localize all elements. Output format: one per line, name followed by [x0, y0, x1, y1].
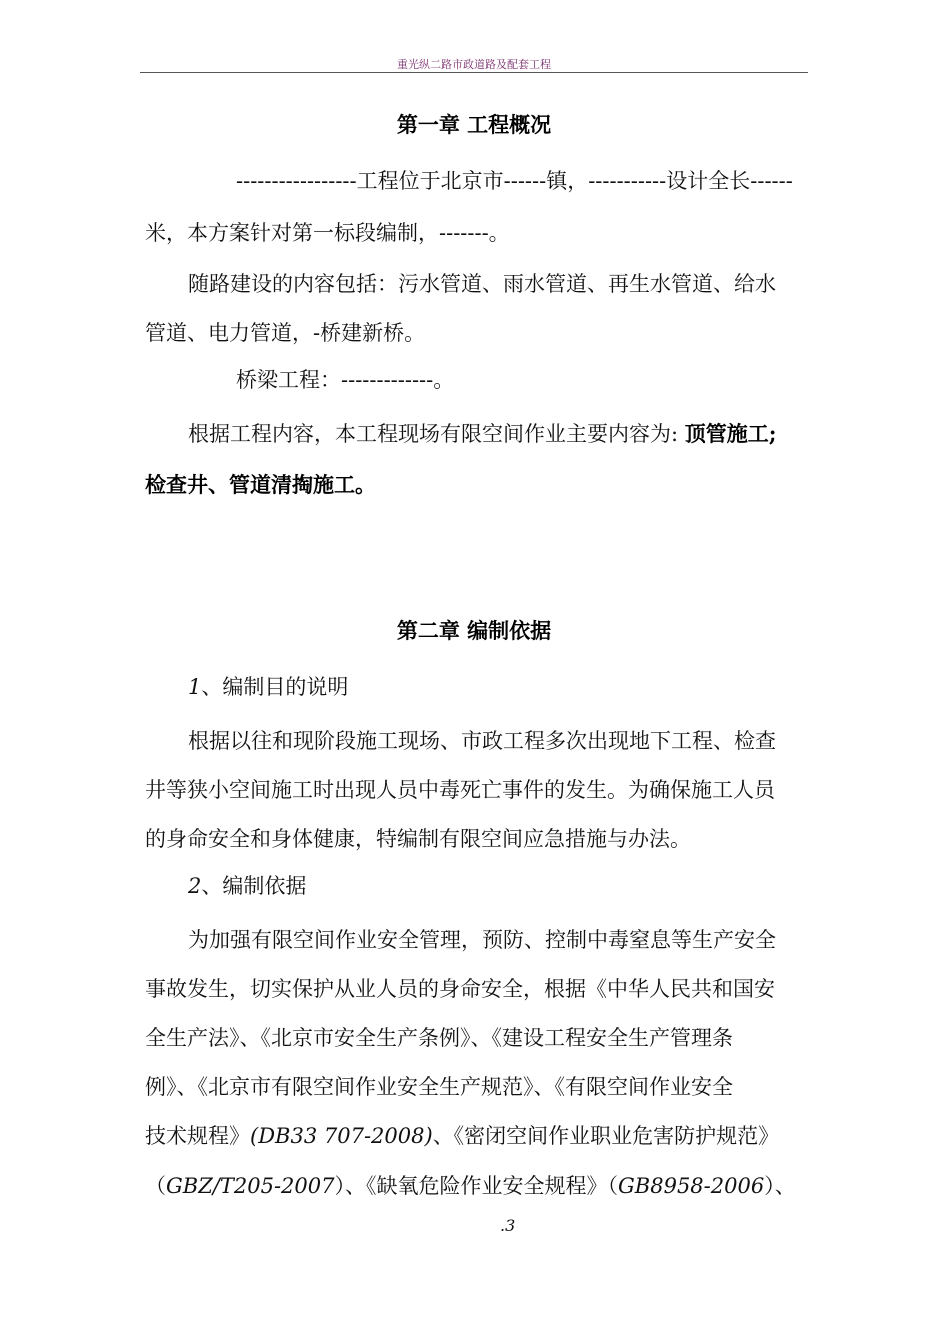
- section-label: 、编制依据: [201, 874, 307, 898]
- paragraph-line: 桥梁工程：-------------。: [236, 368, 455, 392]
- running-header: 重光纵二路市政道路及配套工程: [397, 58, 551, 71]
- paragraph-line: 根据以往和现阶段施工现场、市政工程多次出现地下工程、检查: [188, 729, 776, 753]
- page-number: .3: [500, 1216, 516, 1235]
- text-fragment: （: [145, 1174, 166, 1198]
- section-label: 、编制目的说明: [201, 675, 349, 699]
- text-fragment: 技术规程》: [145, 1124, 250, 1148]
- standard-code: (DB33 707-2008): [250, 1124, 433, 1148]
- scope-bold-item: 顶管施工;: [684, 421, 777, 446]
- standard-code: GB8958-2006: [618, 1174, 765, 1198]
- chapter-1-title: 第一章 工程概况: [396, 112, 552, 137]
- standard-code: GBZ/T205-2007: [166, 1174, 335, 1198]
- text-fragment: 、《密闭空间作业职业危害防护规范》: [432, 1124, 780, 1148]
- paragraph-line: 为加强有限空间作业安全管理，预防、控制中毒窒息等生产安全: [188, 928, 776, 952]
- section-number: 2: [188, 874, 202, 898]
- paragraph-line: 米，本方案针对第一标段编制，-------。: [145, 221, 510, 245]
- paragraph-line: 的身命安全和身体健康，特编制有限空间应急措施与办法。: [145, 827, 691, 851]
- paragraph-line: -----------------工程位于北京市------镇，-----------设计全长------: [236, 169, 793, 193]
- chapter-2-title: 第二章 编制依据: [396, 618, 552, 643]
- text-fragment: ）、: [764, 1174, 796, 1198]
- paragraph-line: 管道、电力管道，-桥建新桥。: [145, 321, 426, 345]
- standards-line: [145, 1172, 817, 1200]
- scope-text: 根据工程内容，本工程现场有限空间作业主要内容为:: [188, 422, 685, 446]
- paragraph-line: 例》、《北京市有限空间作业安全生产规范》、《有限空间作业安全: [145, 1075, 733, 1099]
- paragraph-line: 事故发生，切实保护从业人员的身命安全，根据《中华人民共和国安: [145, 977, 775, 1001]
- text-fragment: ）、《缺氧危险作业安全规程》（: [334, 1174, 619, 1198]
- section-number: 1: [188, 675, 202, 699]
- paragraph-line: 井等狭小空间施工时出现人员中毒死亡事件的发生。为确保施工人员: [145, 778, 775, 802]
- paragraph-line: 全生产法》、《北京市安全生产条例》、《建设工程安全生产管理条: [145, 1026, 733, 1050]
- standards-line: [145, 1122, 817, 1150]
- section-1-heading: [188, 673, 860, 701]
- header-divider: [140, 72, 808, 73]
- paragraph-line: 随路建设的内容包括：污水管道、雨水管道、再生水管道、给水: [188, 272, 776, 296]
- scope-bold-line: 检查井、管道清掏施工。: [145, 472, 376, 497]
- section-2-heading: [188, 872, 860, 900]
- scope-paragraph: [188, 420, 860, 448]
